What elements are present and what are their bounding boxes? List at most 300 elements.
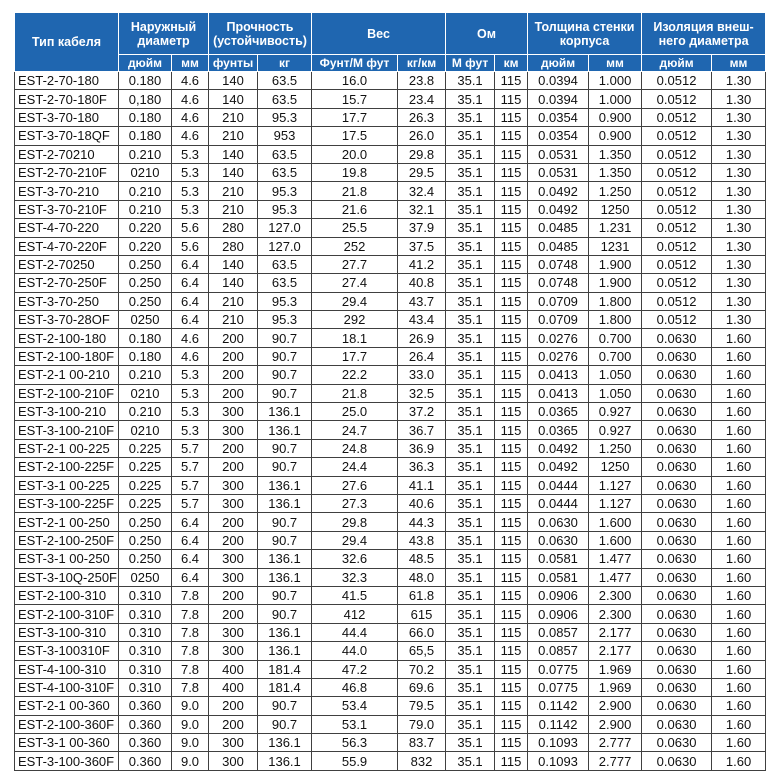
table-cell: 6.4 xyxy=(172,274,209,292)
table-cell: 35.1 xyxy=(446,678,495,696)
table-cell: 0.310 xyxy=(119,605,172,623)
table-cell: 35.1 xyxy=(446,145,495,163)
col-cable-type: Тип кабеля xyxy=(15,13,119,72)
table-cell: 0.0857 xyxy=(528,623,589,641)
table-cell: 115 xyxy=(495,292,528,310)
table-cell: 1.477 xyxy=(589,568,642,586)
table-cell: 0.700 xyxy=(589,347,642,365)
table-cell: 0.0581 xyxy=(528,550,589,568)
table-cell: 35.1 xyxy=(446,623,495,641)
table-row xyxy=(15,274,766,292)
table-cell: 46.8 xyxy=(312,678,398,696)
table-cell: 0.310 xyxy=(119,660,172,678)
table-cell: 200 xyxy=(209,458,258,476)
table-cell: 0.0630 xyxy=(642,494,712,512)
table-cell: 36.9 xyxy=(398,439,446,457)
table-cell: 2.177 xyxy=(589,623,642,641)
table-cell: 26.0 xyxy=(398,127,446,145)
cable-type-cell: EST-2-70210 xyxy=(15,145,119,163)
table-cell: 2.177 xyxy=(589,642,642,660)
table-cell: 0.225 xyxy=(119,439,172,457)
table-row xyxy=(15,734,766,752)
table-cell: 79.5 xyxy=(398,697,446,715)
table-cell: 1.60 xyxy=(712,513,766,531)
table-cell: 26.4 xyxy=(398,347,446,365)
table-cell: 115 xyxy=(495,513,528,531)
table-cell: 115 xyxy=(495,494,528,512)
table-cell: 0.210 xyxy=(119,182,172,200)
table-cell: 115 xyxy=(495,182,528,200)
table-cell: 0.1093 xyxy=(528,734,589,752)
cable-type-cell: EST-2-1 00-210 xyxy=(15,366,119,384)
table-cell: 35.1 xyxy=(446,274,495,292)
table-cell: 115 xyxy=(495,660,528,678)
table-cell: 1.30 xyxy=(712,182,766,200)
table-cell: 0.0630 xyxy=(642,605,712,623)
unit-header: мм xyxy=(172,55,209,72)
table-cell: 0.0630 xyxy=(642,734,712,752)
table-cell: 210 xyxy=(209,108,258,126)
table-row xyxy=(15,311,766,329)
table-cell: 0.0906 xyxy=(528,586,589,604)
table-cell: 200 xyxy=(209,366,258,384)
table-cell: 0.0906 xyxy=(528,605,589,623)
table-cell: 90.7 xyxy=(258,715,312,733)
cable-type-cell: EST-4-70-220 xyxy=(15,219,119,237)
table-cell: 0.0630 xyxy=(528,531,589,549)
table-cell: 27.4 xyxy=(312,274,398,292)
table-cell: 1.30 xyxy=(712,163,766,181)
table-cell: 35.1 xyxy=(446,568,495,586)
table-cell: 1.250 xyxy=(589,182,642,200)
table-cell: 21.6 xyxy=(312,200,398,218)
table-row xyxy=(15,660,766,678)
table-cell: 0.0512 xyxy=(642,145,712,163)
table-cell: 29.5 xyxy=(398,163,446,181)
table-cell: 35.1 xyxy=(446,513,495,531)
table-cell: 1.60 xyxy=(712,660,766,678)
table-cell: 6.4 xyxy=(172,311,209,329)
table-cell: 0.250 xyxy=(119,292,172,310)
table-cell: 0.0630 xyxy=(642,329,712,347)
table-cell: 200 xyxy=(209,347,258,365)
table-cell: 0.250 xyxy=(119,531,172,549)
table-cell: 0.0512 xyxy=(642,219,712,237)
table-cell: 115 xyxy=(495,163,528,181)
table-cell: 115 xyxy=(495,476,528,494)
table-cell: 43.4 xyxy=(398,311,446,329)
table-cell: 1.30 xyxy=(712,255,766,273)
cable-type-cell: EST-3-100-360F xyxy=(15,752,119,770)
table-cell: 0.0354 xyxy=(528,127,589,145)
unit-header: дюйм xyxy=(528,55,589,72)
cable-type-cell: EST-3-100310F xyxy=(15,642,119,660)
table-cell: 0.0531 xyxy=(528,145,589,163)
table-cell: 5.7 xyxy=(172,494,209,512)
table-cell: 0.0512 xyxy=(642,292,712,310)
table-cell: 35.1 xyxy=(446,237,495,255)
table-row xyxy=(15,715,766,733)
table-cell: 140 xyxy=(209,255,258,273)
table-cell: 0.0413 xyxy=(528,384,589,402)
table-cell: 1.127 xyxy=(589,494,642,512)
table-cell: 6.4 xyxy=(172,255,209,273)
cable-type-cell: EST-2-100-225F xyxy=(15,458,119,476)
table-cell: 0.0630 xyxy=(642,513,712,531)
table-cell: 115 xyxy=(495,200,528,218)
table-cell: 115 xyxy=(495,329,528,347)
table-cell: 35.1 xyxy=(446,476,495,494)
table-cell: 181.4 xyxy=(258,678,312,696)
table-cell: 115 xyxy=(495,439,528,457)
table-cell: 53.4 xyxy=(312,697,398,715)
table-cell: 36.3 xyxy=(398,458,446,476)
table-cell: 1.60 xyxy=(712,734,766,752)
cable-type-cell: EST-2-70-180 xyxy=(15,72,119,90)
table-cell: 0.0748 xyxy=(528,255,589,273)
table-cell: 25.0 xyxy=(312,403,398,421)
table-cell: 412 xyxy=(312,605,398,623)
table-row xyxy=(15,403,766,421)
table-cell: 1.231 xyxy=(589,219,642,237)
table-cell: 0.310 xyxy=(119,678,172,696)
table-cell: 127.0 xyxy=(258,237,312,255)
table-cell: 66.0 xyxy=(398,623,446,641)
table-cell: 0.0512 xyxy=(642,237,712,255)
table-cell: 0.0512 xyxy=(642,274,712,292)
table-cell: 200 xyxy=(209,605,258,623)
table-cell: 36.7 xyxy=(398,421,446,439)
table-cell: 200 xyxy=(209,697,258,715)
table-cell: 9.0 xyxy=(172,715,209,733)
table-cell: 6.4 xyxy=(172,531,209,549)
table-cell: 115 xyxy=(495,72,528,90)
table-cell: 0.0630 xyxy=(642,697,712,715)
table-cell: 19.8 xyxy=(312,163,398,181)
table-cell: 63.5 xyxy=(258,145,312,163)
table-cell: 35.1 xyxy=(446,255,495,273)
table-cell: 5.7 xyxy=(172,439,209,457)
table-cell: 0.220 xyxy=(119,237,172,255)
table-cell: 115 xyxy=(495,127,528,145)
table-cell: 95.3 xyxy=(258,292,312,310)
table-cell: 1.600 xyxy=(589,513,642,531)
table-cell: 41.2 xyxy=(398,255,446,273)
table-cell: 115 xyxy=(495,108,528,126)
table-row xyxy=(15,255,766,273)
table-cell: 95.3 xyxy=(258,108,312,126)
table-cell: 115 xyxy=(495,642,528,660)
table-cell: 47.2 xyxy=(312,660,398,678)
table-cell: 17.5 xyxy=(312,127,398,145)
table-cell: 5.3 xyxy=(172,182,209,200)
table-cell: 33.0 xyxy=(398,366,446,384)
table-cell: 55.9 xyxy=(312,752,398,770)
table-cell: 1.127 xyxy=(589,476,642,494)
table-cell: 136.1 xyxy=(258,623,312,641)
table-cell: 0.0276 xyxy=(528,347,589,365)
table-cell: 21.8 xyxy=(312,384,398,402)
table-row xyxy=(15,586,766,604)
table-cell: 90.7 xyxy=(258,347,312,365)
table-row xyxy=(15,439,766,457)
table-cell: 1.969 xyxy=(589,660,642,678)
table-cell: 200 xyxy=(209,531,258,549)
table-cell: 115 xyxy=(495,697,528,715)
cable-type-cell: EST-4-100-310 xyxy=(15,660,119,678)
table-cell: 292 xyxy=(312,311,398,329)
table-cell: 5.3 xyxy=(172,200,209,218)
table-cell: 15.7 xyxy=(312,90,398,108)
table-cell: 53.1 xyxy=(312,715,398,733)
table-cell: 9.0 xyxy=(172,734,209,752)
table-cell: 35.1 xyxy=(446,734,495,752)
cable-type-cell: EST-2-70-250F xyxy=(15,274,119,292)
table-cell: 35.1 xyxy=(446,531,495,549)
table-cell: 0.225 xyxy=(119,476,172,494)
table-cell: 136.1 xyxy=(258,476,312,494)
table-cell: 69.6 xyxy=(398,678,446,696)
table-cell: 1.60 xyxy=(712,623,766,641)
table-cell: 0.0630 xyxy=(642,678,712,696)
cable-type-cell: EST-3-70-210F xyxy=(15,200,119,218)
table-cell: 300 xyxy=(209,734,258,752)
table-cell: 35.1 xyxy=(446,605,495,623)
table-cell: 1.60 xyxy=(712,439,766,457)
table-cell: 23.4 xyxy=(398,90,446,108)
table-cell: 1.050 xyxy=(589,366,642,384)
table-row xyxy=(15,642,766,660)
table-cell: 0.0365 xyxy=(528,421,589,439)
table-cell: 0.310 xyxy=(119,642,172,660)
table-cell: 115 xyxy=(495,311,528,329)
table-cell: 300 xyxy=(209,752,258,770)
table-cell: 140 xyxy=(209,145,258,163)
table-cell: 21.8 xyxy=(312,182,398,200)
table-row xyxy=(15,237,766,255)
table-cell: 90.7 xyxy=(258,513,312,531)
table-cell: 400 xyxy=(209,678,258,696)
table-cell: 115 xyxy=(495,531,528,549)
table-cell: 115 xyxy=(495,255,528,273)
table-cell: 29.8 xyxy=(312,513,398,531)
table-cell: 90.7 xyxy=(258,586,312,604)
table-cell: 300 xyxy=(209,550,258,568)
table-cell: 4.6 xyxy=(172,108,209,126)
table-row xyxy=(15,421,766,439)
table-cell: 90.7 xyxy=(258,697,312,715)
table-cell: 0.210 xyxy=(119,403,172,421)
table-cell: 90.7 xyxy=(258,605,312,623)
table-cell: 0.360 xyxy=(119,697,172,715)
table-cell: 1.800 xyxy=(589,292,642,310)
table-cell: 1.30 xyxy=(712,200,766,218)
table-cell: 1.800 xyxy=(589,311,642,329)
table-cell: 9.0 xyxy=(172,752,209,770)
table-cell: 115 xyxy=(495,90,528,108)
table-cell: 0.0531 xyxy=(528,163,589,181)
table-cell: 200 xyxy=(209,715,258,733)
table-cell: 1231 xyxy=(589,237,642,255)
table-cell: 0.900 xyxy=(589,127,642,145)
table-cell: 2.777 xyxy=(589,752,642,770)
table-cell: 136.1 xyxy=(258,642,312,660)
table-cell: 35.1 xyxy=(446,127,495,145)
col-ohm: Ом xyxy=(446,13,528,55)
table-cell: 1.60 xyxy=(712,329,766,347)
cable-type-cell: EST-2-1 00-360 xyxy=(15,697,119,715)
table-cell: 95.3 xyxy=(258,200,312,218)
table-cell: 115 xyxy=(495,715,528,733)
table-cell: 115 xyxy=(495,366,528,384)
table-cell: 6.4 xyxy=(172,292,209,310)
table-cell: 300 xyxy=(209,623,258,641)
table-cell: 210 xyxy=(209,292,258,310)
table-cell: 4.6 xyxy=(172,72,209,90)
table-row xyxy=(15,200,766,218)
table-cell: 0.360 xyxy=(119,752,172,770)
table-cell: 1.050 xyxy=(589,384,642,402)
table-cell: 6.4 xyxy=(172,550,209,568)
table-cell: 1.30 xyxy=(712,145,766,163)
table-cell: 0.0775 xyxy=(528,660,589,678)
table-cell: 37.2 xyxy=(398,403,446,421)
table-cell: 29.8 xyxy=(398,145,446,163)
table-cell: 0.0630 xyxy=(642,384,712,402)
table-cell: 1.60 xyxy=(712,586,766,604)
table-cell: 4.6 xyxy=(172,347,209,365)
table-cell: 0.0630 xyxy=(642,476,712,494)
table-cell: 0250 xyxy=(119,311,172,329)
table-cell: 25.5 xyxy=(312,219,398,237)
cable-type-cell: EST-3-100-210F xyxy=(15,421,119,439)
cable-type-cell: EST-2-100-310F xyxy=(15,605,119,623)
table-cell: 16.0 xyxy=(312,72,398,90)
table-cell: 200 xyxy=(209,384,258,402)
table-cell: 5.3 xyxy=(172,145,209,163)
table-cell: 210 xyxy=(209,127,258,145)
table-cell: 0.0630 xyxy=(642,623,712,641)
table-cell: 27.3 xyxy=(312,494,398,512)
unit-header: дюйм xyxy=(642,55,712,72)
table-cell: 35.1 xyxy=(446,200,495,218)
table-cell: 35.1 xyxy=(446,697,495,715)
table-cell: 0.250 xyxy=(119,255,172,273)
table-cell: 32.4 xyxy=(398,182,446,200)
table-row xyxy=(15,108,766,126)
table-cell: 0.180 xyxy=(119,347,172,365)
table-cell: 0.0512 xyxy=(642,108,712,126)
table-cell: 35.1 xyxy=(446,292,495,310)
table-cell: 0.0492 xyxy=(528,458,589,476)
table-cell: 0.927 xyxy=(589,403,642,421)
table-cell: 63.5 xyxy=(258,90,312,108)
table-cell: 953 xyxy=(258,127,312,145)
table-cell: 1.000 xyxy=(589,90,642,108)
cable-type-cell: EST-2-100-180F xyxy=(15,347,119,365)
table-cell: 32.5 xyxy=(398,384,446,402)
table-cell: 0.250 xyxy=(119,550,172,568)
table-cell: 127.0 xyxy=(258,219,312,237)
table-cell: 5.6 xyxy=(172,237,209,255)
table-cell: 136.1 xyxy=(258,403,312,421)
cable-type-cell: EST-4-100-310F xyxy=(15,678,119,696)
table-cell: 0.0630 xyxy=(642,347,712,365)
table-cell: 26.9 xyxy=(398,329,446,347)
table-cell: 7.8 xyxy=(172,642,209,660)
table-row xyxy=(15,623,766,641)
table-cell: 0.0630 xyxy=(642,642,712,660)
table-row xyxy=(15,163,766,181)
table-cell: 1.60 xyxy=(712,715,766,733)
table-cell: 0.0512 xyxy=(642,72,712,90)
cable-type-cell: EST-2-70250 xyxy=(15,255,119,273)
table-cell: 95.3 xyxy=(258,311,312,329)
table-cell: 0.180 xyxy=(119,329,172,347)
col-outer-diameter: Наружный диаметр xyxy=(119,13,209,55)
cable-type-cell: EST-2-100-180 xyxy=(15,329,119,347)
table-cell: 115 xyxy=(495,605,528,623)
table-cell: 400 xyxy=(209,660,258,678)
table-cell: 200 xyxy=(209,513,258,531)
table-cell: 0.310 xyxy=(119,586,172,604)
table-row xyxy=(15,458,766,476)
table-cell: 115 xyxy=(495,568,528,586)
table-cell: 1.60 xyxy=(712,678,766,696)
table-cell: 63.5 xyxy=(258,255,312,273)
table-cell: 1.900 xyxy=(589,274,642,292)
table-cell: 35.1 xyxy=(446,311,495,329)
cable-type-cell: EST-3-100-210 xyxy=(15,403,119,421)
unit-header: мм xyxy=(589,55,642,72)
table-cell: 0.210 xyxy=(119,145,172,163)
col-jacket-thickness: Толщина стенки корпуса xyxy=(528,13,642,55)
col-strength: Прочность (устойчивость) xyxy=(209,13,312,55)
table-cell: 43.7 xyxy=(398,292,446,310)
table-cell: 40.8 xyxy=(398,274,446,292)
table-cell: 95.3 xyxy=(258,182,312,200)
table-cell: 0.0492 xyxy=(528,439,589,457)
table-cell: 4.6 xyxy=(172,90,209,108)
table-row xyxy=(15,366,766,384)
table-cell: 0.180 xyxy=(119,72,172,90)
table-cell: 0,180 xyxy=(119,90,172,108)
table-cell: 26.3 xyxy=(398,108,446,126)
table-row xyxy=(15,347,766,365)
table-cell: 6.4 xyxy=(172,568,209,586)
table-cell: 0210 xyxy=(119,421,172,439)
table-cell: 63.5 xyxy=(258,72,312,90)
table-cell: 136.1 xyxy=(258,752,312,770)
table-cell: 115 xyxy=(495,403,528,421)
unit-header: Фунт/М фут xyxy=(312,55,398,72)
table-cell: 35.1 xyxy=(446,642,495,660)
table-cell: 0.360 xyxy=(119,715,172,733)
cable-type-cell: EST-3-10Q-250F xyxy=(15,568,119,586)
table-cell: 0.0354 xyxy=(528,108,589,126)
table-cell: 0.1142 xyxy=(528,715,589,733)
table-cell: 0.310 xyxy=(119,623,172,641)
table-cell: 1.30 xyxy=(712,219,766,237)
table-cell: 0.0630 xyxy=(642,403,712,421)
table-cell: 63.5 xyxy=(258,163,312,181)
table-cell: 615 xyxy=(398,605,446,623)
table-row xyxy=(15,752,766,770)
table-row xyxy=(15,550,766,568)
table-cell: 0.0512 xyxy=(642,163,712,181)
table-cell: 0.0857 xyxy=(528,642,589,660)
table-cell: 23.8 xyxy=(398,72,446,90)
